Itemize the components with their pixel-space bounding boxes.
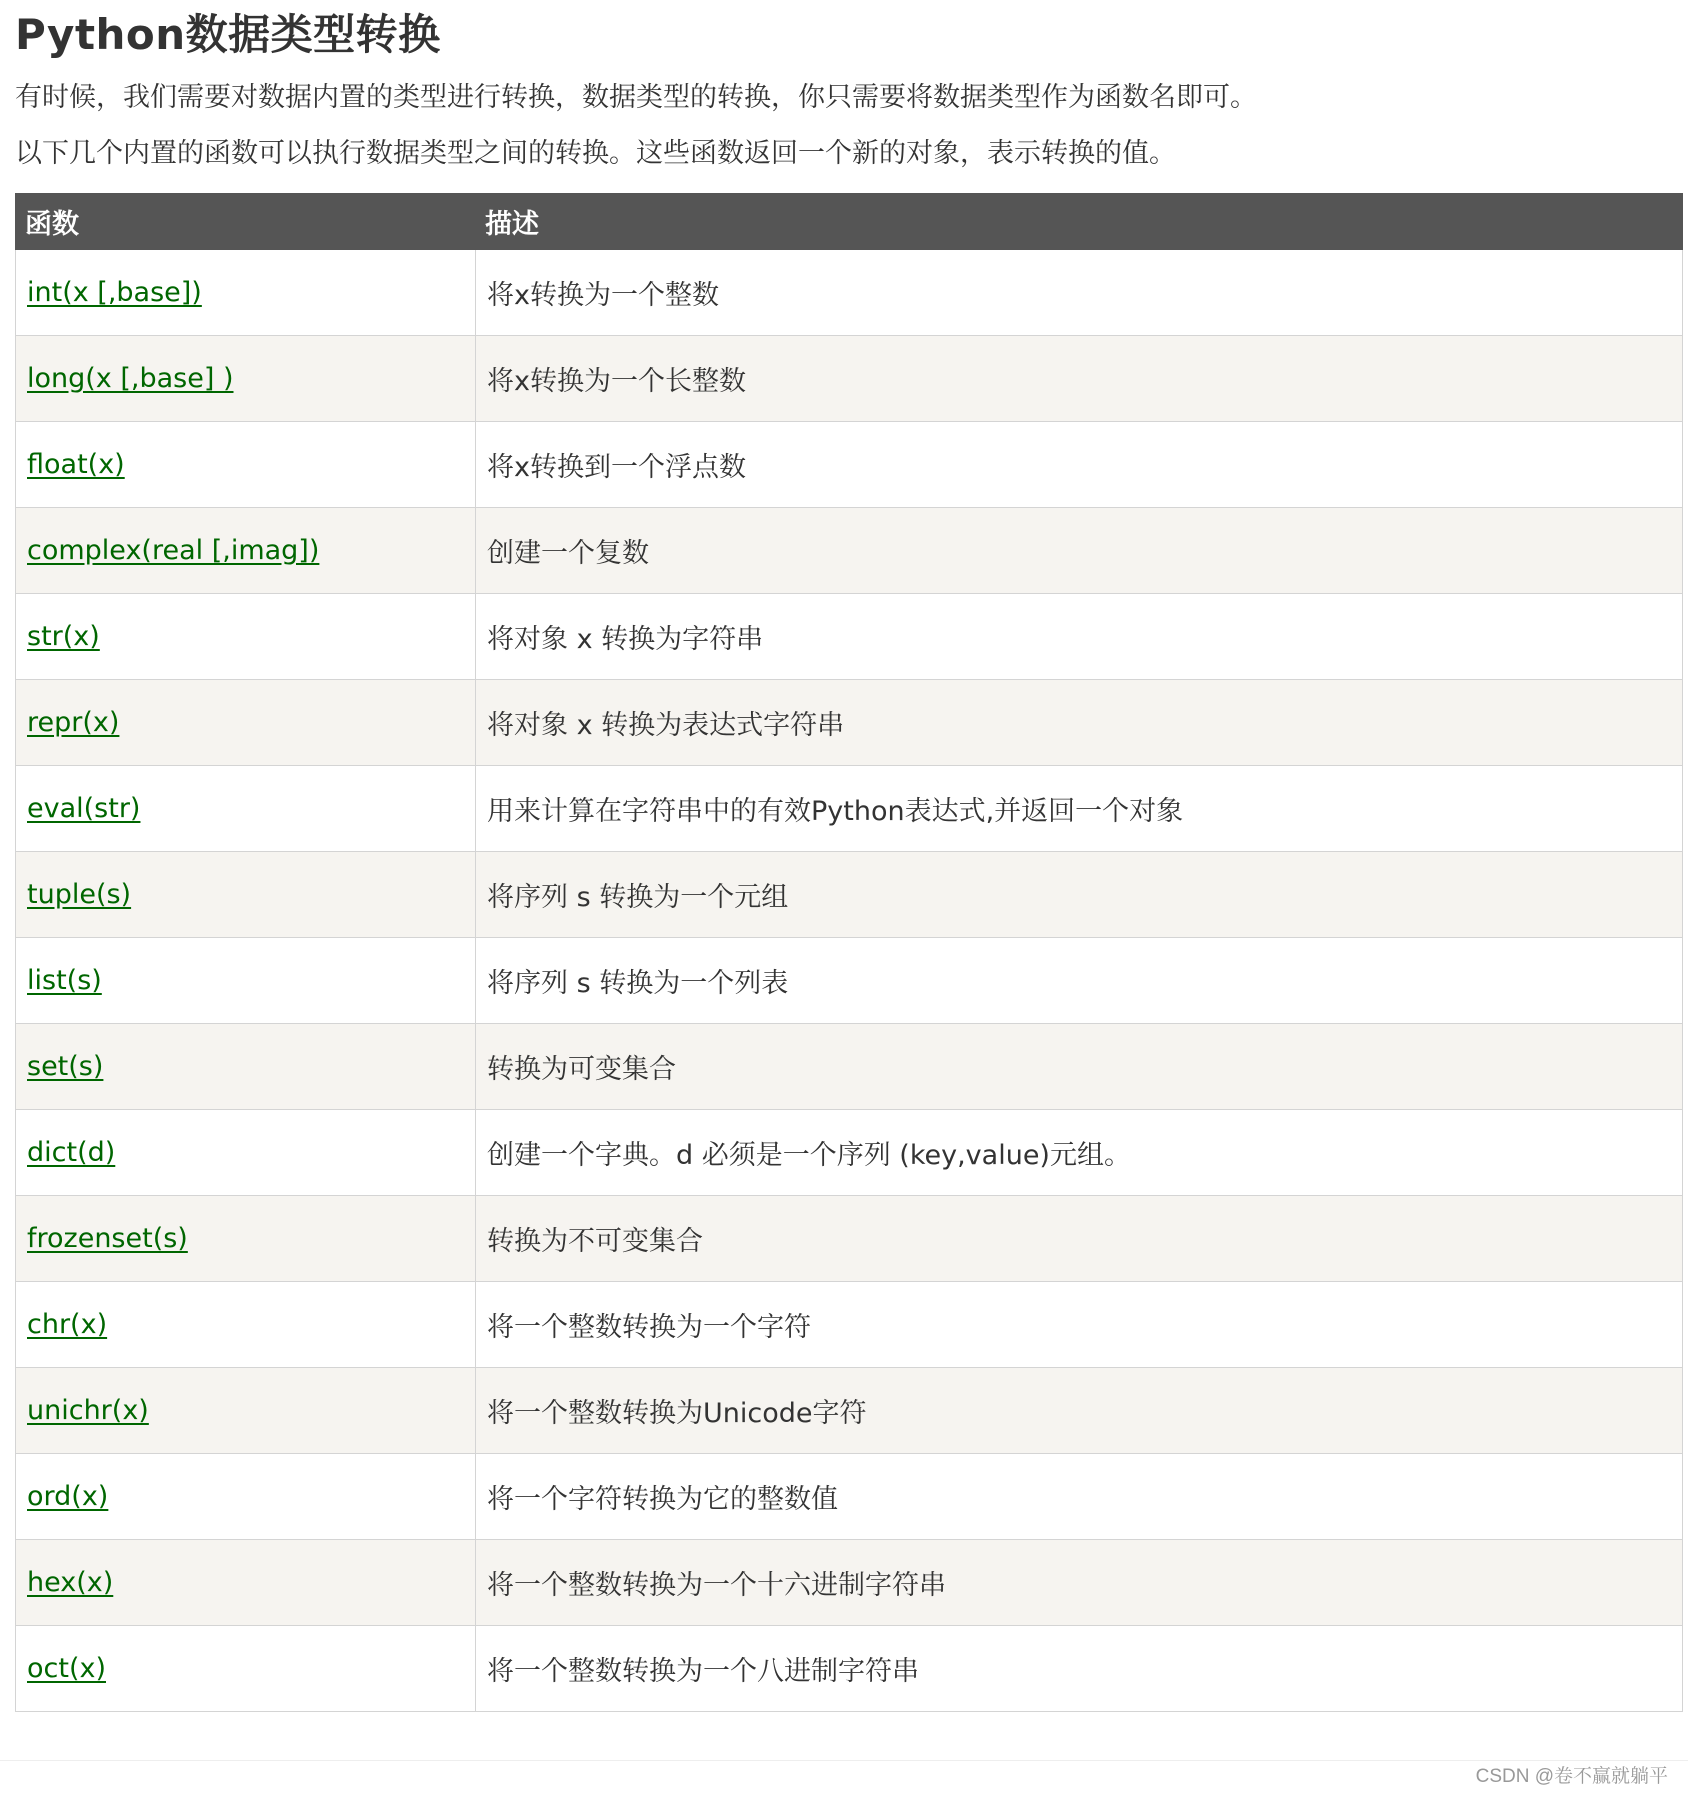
description-cell: 创建一个复数 [476, 508, 1683, 594]
description-cell: 将序列 s 转换为一个元组 [476, 852, 1683, 938]
table-row [16, 852, 1683, 938]
function-link[interactable]: frozenset(s) [27, 1223, 188, 1254]
description-cell: 将一个整数转换为一个十六进制字符串 [476, 1540, 1683, 1626]
function-cell [16, 1368, 476, 1454]
function-link[interactable]: int(x [,base]) [27, 277, 202, 308]
header-description: 描述 [476, 194, 1683, 250]
table-row [16, 1540, 1683, 1626]
table-row [16, 250, 1683, 336]
table-body [16, 250, 1683, 1712]
function-link[interactable]: dict(d) [27, 1137, 116, 1168]
function-cell [16, 766, 476, 852]
table-row [16, 1626, 1683, 1712]
function-cell [16, 1024, 476, 1110]
table-row [16, 680, 1683, 766]
description-cell: 将对象 x 转换为表达式字符串 [476, 680, 1683, 766]
description-cell: 将对象 x 转换为字符串 [476, 594, 1683, 680]
table-row [16, 1282, 1683, 1368]
function-link[interactable]: str(x) [27, 621, 100, 652]
function-link[interactable]: list(s) [27, 965, 102, 996]
function-link[interactable]: set(s) [27, 1051, 104, 1082]
table-row [16, 1024, 1683, 1110]
description-cell: 转换为可变集合 [476, 1024, 1683, 1110]
function-link[interactable]: complex(real [,imag]) [27, 535, 320, 566]
description-cell: 将x转换为一个整数 [476, 250, 1683, 336]
table-row [16, 336, 1683, 422]
table-row [16, 422, 1683, 508]
table-row [16, 508, 1683, 594]
description-cell: 将x转换到一个浮点数 [476, 422, 1683, 508]
footer-divider [0, 1760, 1688, 1761]
function-link[interactable]: unichr(x) [27, 1395, 149, 1426]
function-cell [16, 508, 476, 594]
function-link[interactable]: long(x [,base] ) [27, 363, 234, 394]
function-cell [16, 422, 476, 508]
function-cell [16, 336, 476, 422]
function-cell [16, 1196, 476, 1282]
description-cell: 将x转换为一个长整数 [476, 336, 1683, 422]
intro-paragraph-1: 有时候，我们需要对数据内置的类型进行转换，数据类型的转换，你只需要将数据类型作为函数名即可。 [15, 82, 1257, 113]
function-link[interactable]: repr(x) [27, 707, 120, 738]
function-link[interactable]: hex(x) [27, 1567, 114, 1598]
table-row [16, 938, 1683, 1024]
function-cell [16, 852, 476, 938]
article-content [15, 0, 1683, 1712]
function-cell [16, 1454, 476, 1540]
description-cell: 创建一个字典。d 必须是一个序列 (key,value)元组。 [476, 1110, 1683, 1196]
header-function: 函数 [16, 194, 476, 250]
table-row [16, 1196, 1683, 1282]
description-cell: 将一个整数转换为Unicode字符 [476, 1368, 1683, 1454]
description-cell: 用来计算在字符串中的有效Python表达式,并返回一个对象 [476, 766, 1683, 852]
function-cell [16, 250, 476, 336]
function-cell [16, 1540, 476, 1626]
function-cell [16, 594, 476, 680]
function-link[interactable]: float(x) [27, 449, 125, 480]
page-title: Python数据类型转换 [15, 10, 441, 59]
function-cell [16, 1626, 476, 1712]
table-row [16, 1110, 1683, 1196]
function-cell [16, 680, 476, 766]
description-cell: 将一个字符转换为它的整数值 [476, 1454, 1683, 1540]
description-cell: 将序列 s 转换为一个列表 [476, 938, 1683, 1024]
function-link[interactable]: ord(x) [27, 1481, 109, 1512]
function-link[interactable]: eval(str) [27, 793, 141, 824]
conversion-functions-table [15, 193, 1683, 1712]
function-cell [16, 938, 476, 1024]
intro-paragraph-2: 以下几个内置的函数可以执行数据类型之间的转换。这些函数返回一个新的对象，表示转换的值。 [15, 138, 1176, 169]
function-cell [16, 1110, 476, 1196]
table-row [16, 1454, 1683, 1540]
description-cell: 将一个整数转换为一个字符 [476, 1282, 1683, 1368]
table-row [16, 766, 1683, 852]
function-link[interactable]: oct(x) [27, 1653, 106, 1684]
table-row [16, 1368, 1683, 1454]
table-header-row [16, 194, 1683, 250]
function-link[interactable]: chr(x) [27, 1309, 108, 1340]
table-row [16, 594, 1683, 680]
csdn-watermark: CSDN @卷不赢就躺平 [1475, 1766, 1668, 1787]
description-cell: 将一个整数转换为一个八进制字符串 [476, 1626, 1683, 1712]
function-cell [16, 1282, 476, 1368]
description-cell: 转换为不可变集合 [476, 1196, 1683, 1282]
function-link[interactable]: tuple(s) [27, 879, 132, 910]
